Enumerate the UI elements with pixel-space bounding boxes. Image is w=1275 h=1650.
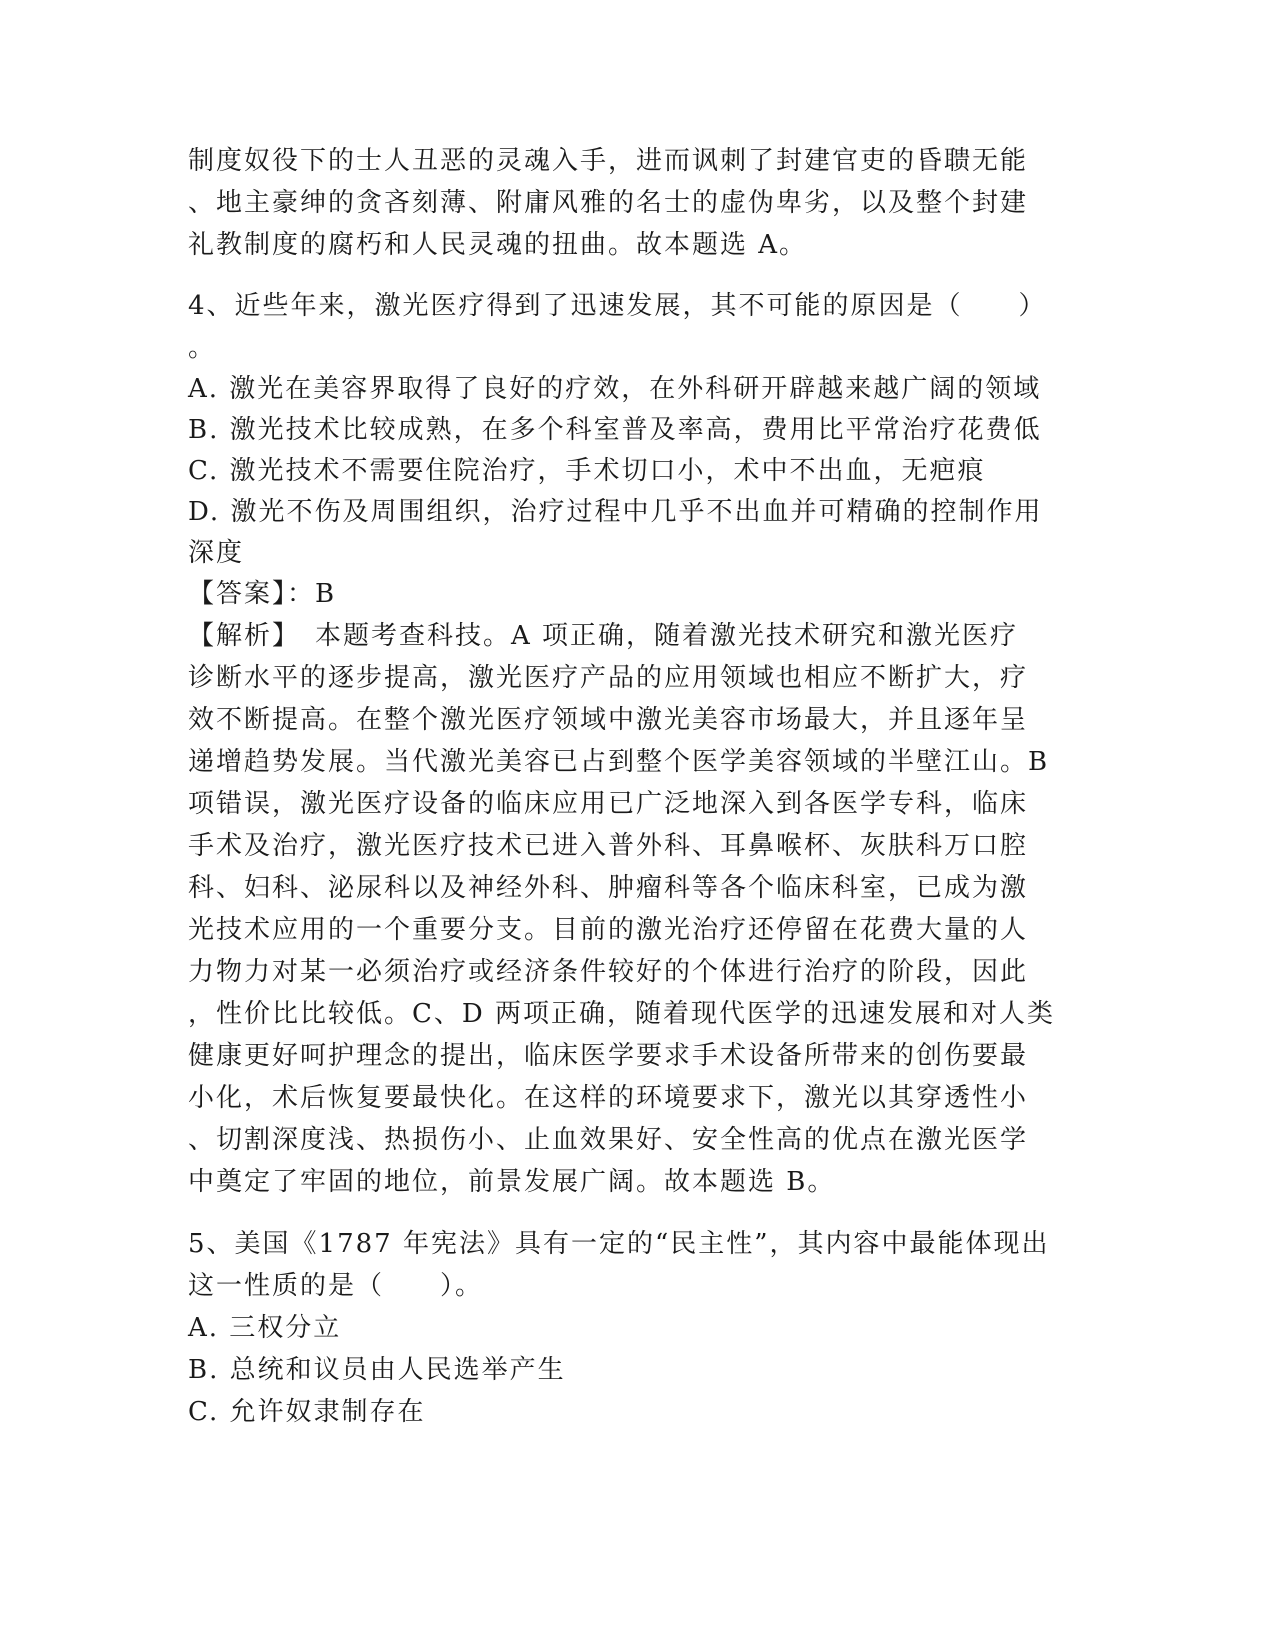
question-4-analysis: 手术及治疗，激光医疗技术已进入普外科、耳鼻喉杯、灰肤科万口腔 [188, 831, 1029, 861]
question-4-analysis: 小化，术后恢复要最快化。在这样的环境要求下，激光以其穿透性小 [188, 1083, 1029, 1113]
text-line: 礼教制度的腐朽和人民灵魂的扭曲。故本题选 A。 [188, 230, 808, 260]
question-4-analysis: 中奠定了牢固的地位，前景发展广阔。故本题选 B。 [188, 1167, 836, 1197]
question-4-analysis: 力物力对某一必须治疗或经济条件较好的个体进行治疗的阶段，因此 [188, 957, 1029, 987]
question-5-stem: 5、美国《1787 年宪法》具有一定的“民主性”，其内容中最能体现出 [188, 1229, 1050, 1259]
question-4-analysis: 诊断水平的逐步提高，激光医疗产品的应用领域也相应不断扩大，疗 [188, 663, 1029, 693]
question-4-analysis: 科、妇科、泌尿科以及神经外科、肿瘤科等各个临床科室，已成为激 [188, 873, 1029, 903]
question-4-analysis: 递增趋势发展。当代激光美容已占到整个医学美容领域的半壁江山。B [188, 747, 1050, 777]
question-5-option-a: A. 三权分立 [188, 1313, 342, 1343]
question-4-option-c: C. 激光技术不需要住院治疗，手术切口小，术中不出血，无疤痕 [188, 456, 986, 486]
question-4-option-b: B. 激光技术比较成熟，在多个科室普及率高，费用比平常治疗花费低 [188, 415, 1042, 445]
question-4-analysis: 、切割深度浅、热损伤小、止血效果好、安全性高的优点在激光医学 [188, 1125, 1029, 1155]
text-line: 制度奴役下的士人丑恶的灵魂入手，进而讽刺了封建官吏的昏聩无能 [188, 146, 1029, 176]
question-4-analysis: 【解析】 本题考查科技。A 项正确，随着激光技术研究和激光医疗 [188, 621, 1019, 651]
question-4-option-d: D. 激光不伤及周围组织，治疗过程中几乎不出血并可精确的控制作用 [188, 497, 1043, 527]
question-4-stem: 。 [188, 333, 217, 363]
question-4-option-a: A. 激光在美容界取得了良好的疗效，在外科研开辟越来越广阔的领域 [188, 374, 1042, 404]
question-4-option-d: 深度 [188, 538, 245, 568]
question-4-analysis: 效不断提高。在整个激光医疗领域中激光美容市场最大，并且逐年呈 [188, 705, 1029, 735]
text-line: 、地主豪绅的贪吝刻薄、附庸风雅的名士的虚伪卑劣，以及整个封建 [188, 188, 1029, 218]
question-4-answer: 【答案】：B [188, 579, 337, 609]
question-4-analysis: ，性价比比较低。C、D 两项正确，随着现代医学的迅速发展和对人类 [188, 999, 1056, 1029]
question-5-option-c: C. 允许奴隶制存在 [188, 1397, 426, 1427]
question-4-stem: 4、近些年来，激光医疗得到了迅速发展，其不可能的原因是（ ） [188, 291, 1047, 321]
question-4-analysis: 光技术应用的一个重要分支。目前的激光治疗还停留在花费大量的人 [188, 915, 1029, 945]
question-4-analysis: 项错误，激光医疗设备的临床应用已广泛地深入到各医学专科，临床 [188, 789, 1029, 819]
question-5-option-b: B. 总统和议员由人民选举产生 [188, 1355, 566, 1385]
question-5-stem: 这一性质的是（ ）。 [188, 1271, 484, 1301]
question-4-analysis: 健康更好呵护理念的提出，临床医学要求手术设备所带来的创伤要最 [188, 1041, 1029, 1071]
